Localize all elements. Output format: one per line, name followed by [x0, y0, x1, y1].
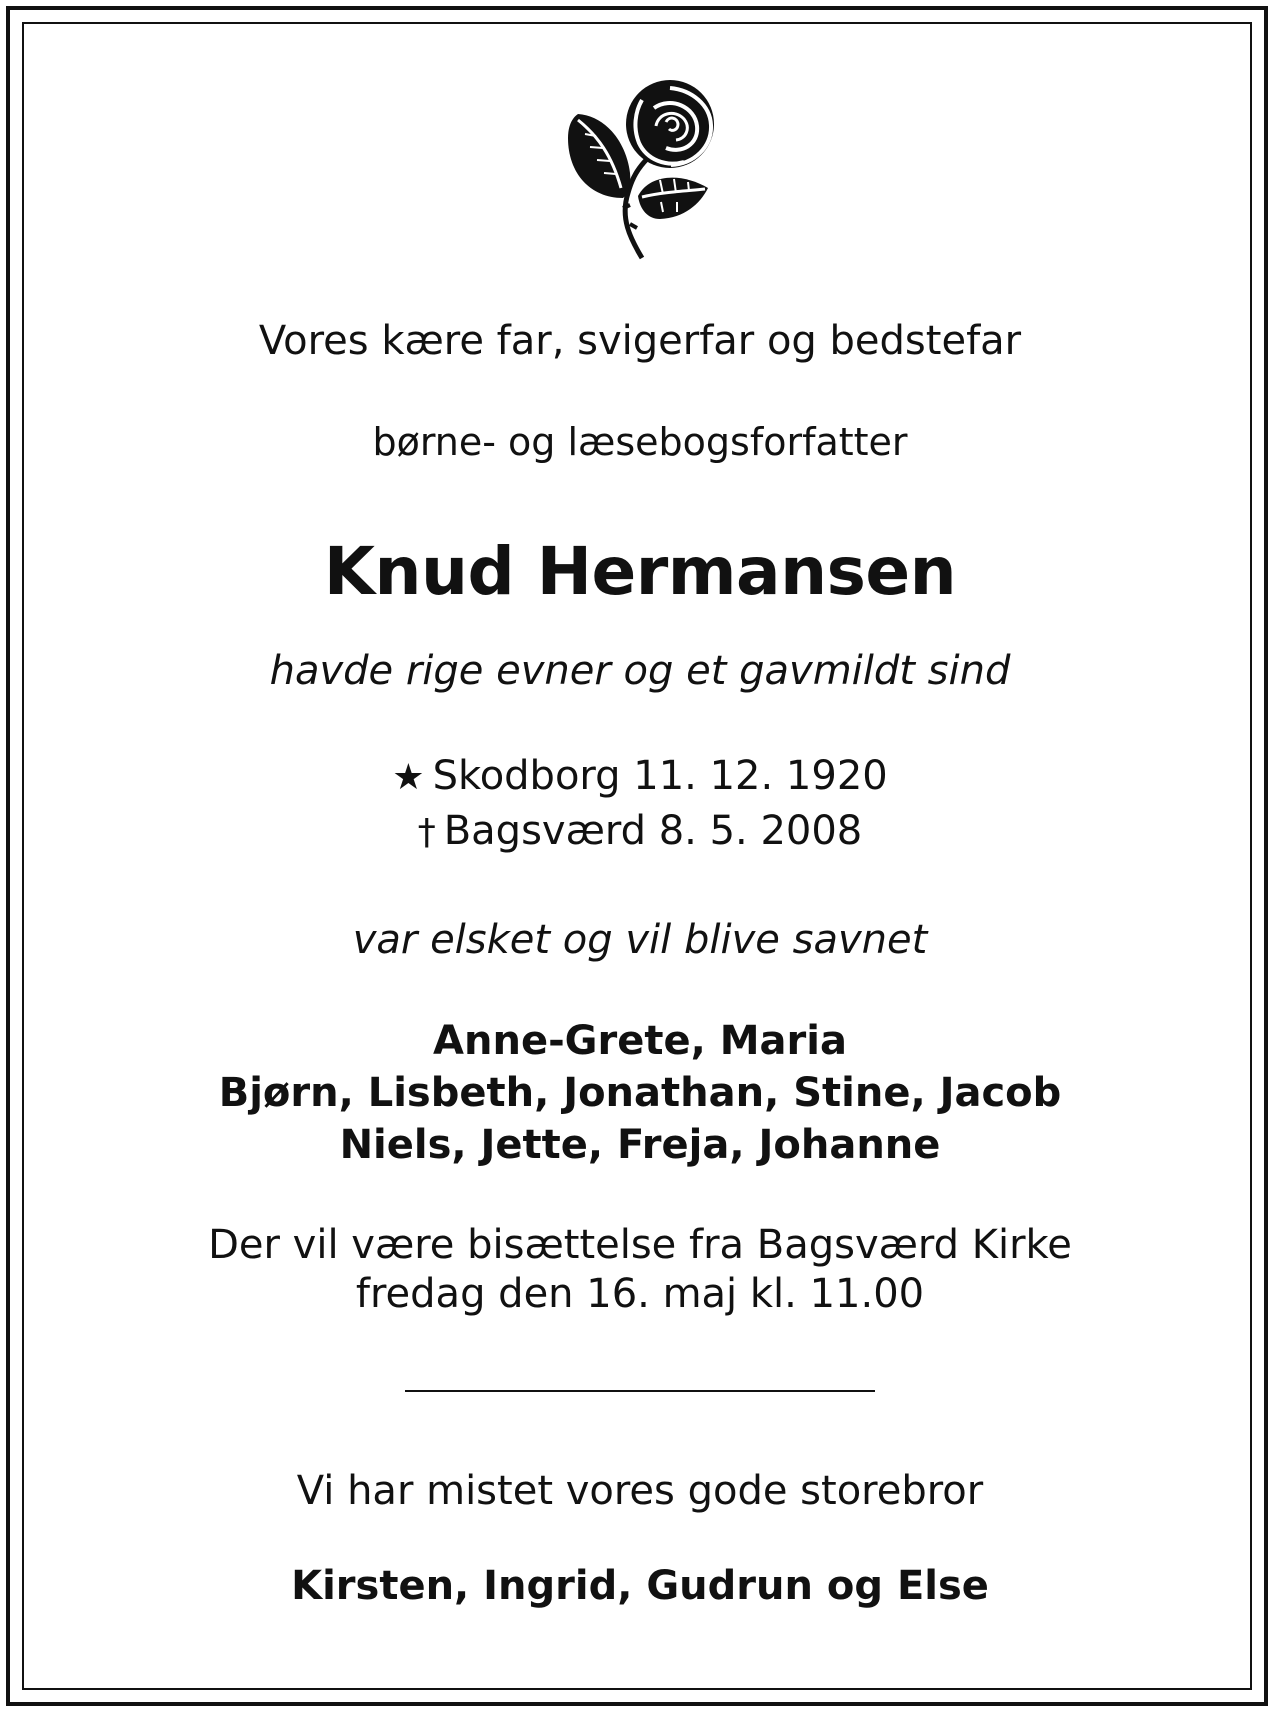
birth-line	[0, 753, 1280, 799]
funeral-time: fredag den 16. maj kl. 11.00	[355, 1271, 925, 1317]
death-place-date: Bagsværd 8. 5. 2008	[443, 808, 863, 854]
family-line: Bjørn, Lisbeth, Jonathan, Stine, Jacob	[218, 1070, 1062, 1116]
deceased-name: Knud Hermansen	[323, 533, 957, 610]
deceased-role: børne- og læsebogsforfatter	[372, 420, 908, 464]
section-divider	[405, 1390, 875, 1392]
family-line: Niels, Jette, Freja, Johanne	[339, 1122, 941, 1168]
siblings-names: Kirsten, Ingrid, Gudrun og Else	[291, 1563, 989, 1609]
siblings-message: Vi har mistet vores gode storebror	[296, 1468, 984, 1514]
tagline: havde rige evner og et gavmildt sind	[269, 648, 1011, 694]
notice-inner-border	[22, 22, 1252, 1690]
birth-place-date: Skodborg 11. 12. 1920	[432, 753, 888, 799]
rose-icon	[560, 78, 720, 268]
family-line: Anne-Grete, Maria	[433, 1018, 847, 1064]
missed-line: var elsket og vil blive savnet	[352, 917, 928, 963]
star-icon: ★	[392, 757, 425, 798]
death-line	[0, 808, 1280, 854]
funeral-location: Der vil være bisættelse fra Bagsværd Kirke	[208, 1222, 1072, 1268]
cross-icon: †	[417, 812, 436, 853]
notice-intro: Vores kære far, svigerfar og bedstefar	[258, 318, 1022, 364]
